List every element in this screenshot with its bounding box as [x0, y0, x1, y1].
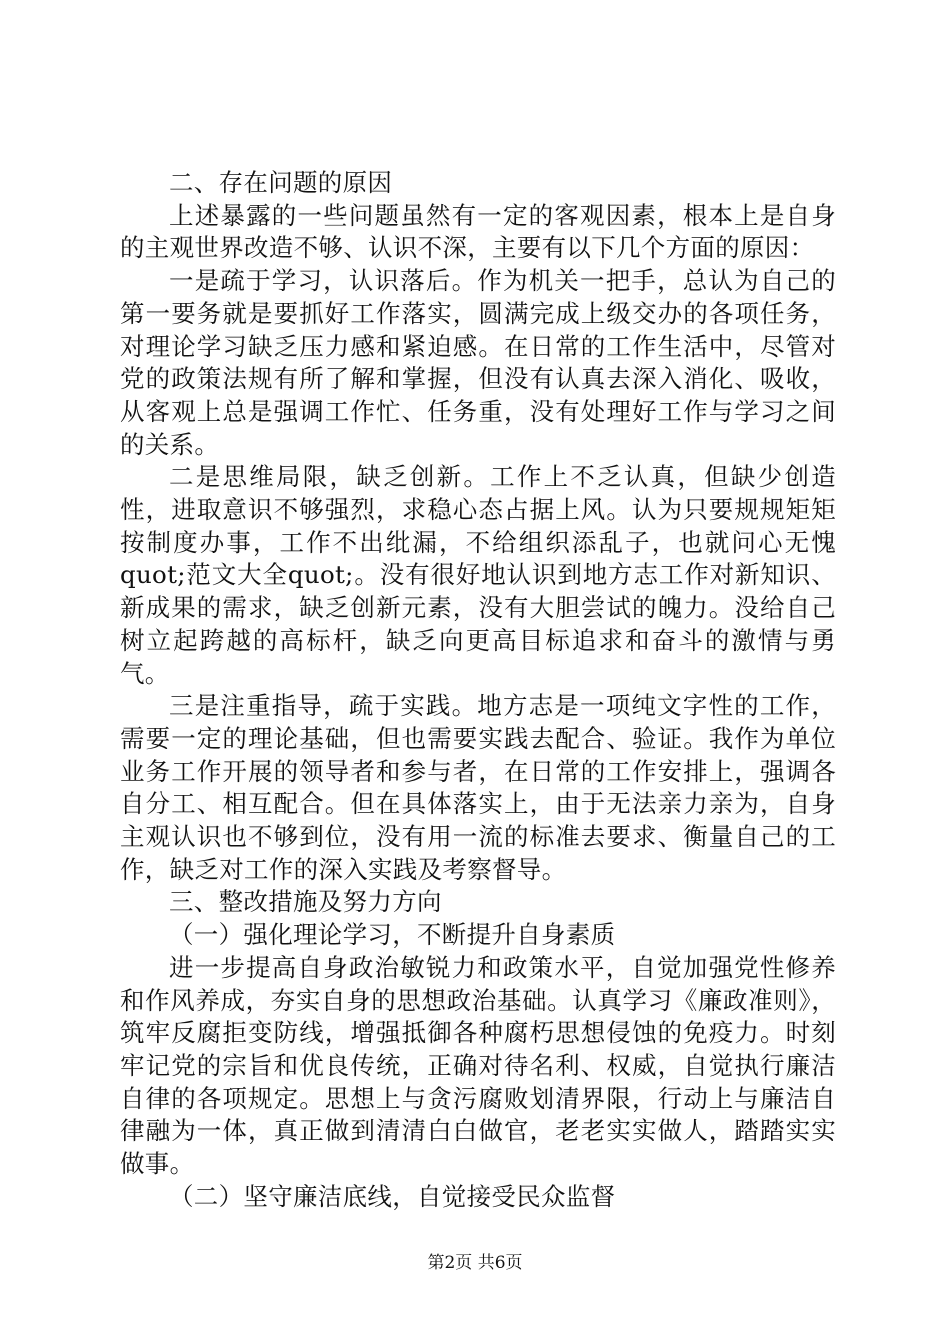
subheading-theory-study: （一）强化理论学习，不断提升自身素质	[169, 920, 616, 950]
section-heading-causes: 二、存在问题的原因	[169, 168, 393, 197]
document-body	[120, 167, 836, 1214]
section-heading-measures: 三、整改措施及努力方向	[169, 887, 442, 917]
paragraph-cause-2: 二是思维局限，缺乏创新。工作上不乏认真，但缺少创造性，进取意识不够强烈，求稳心态占据上风。认为只要规规矩矩按制度办事，工作不出纰漏，不给组织添乱子，也就问心无愧quot;范文大全quot;。没有很好地认识到地方志工作对新知识、新成果的需求，缺乏创新元素，没有大胆尝试的魄力。没给自己树立起跨越的高标杆，缺乏向更高目标追求和奋斗的激情与勇气。	[120, 462, 836, 688]
paragraph-theory-study: 进一步提高自身政治敏锐力和政策水平，自觉加强党性修养和作风养成，夯实自身的思想政治基础。认真学习《廉政准则》，筑牢反腐拒变防线，增强抵御各种腐朽思想侵蚀的免疫力。时刻牢记党的宗旨和优良传统，正确对待名利、权威，自觉执行廉洁自律的各项规定。思想上与贪污腐败划清界限，行动上与廉洁自律融为一体，真正做到清清白白做官，老老实实做人，踏踏实实做事。	[120, 952, 836, 1179]
paragraph-cause-1: 一是疏于学习，认识落后。作为机关一把手，总认为自己的第一要务就是要抓好工作落实，圆满完成上级交办的各项任务，对理论学习缺乏压力感和紧迫感。在日常的工作生活中，尽管对党的政策法规有所了解和掌握，但没有认真去深入消化、吸收，从客观上总是强调工作忙、任务重，没有处理好工作与学习之间的关系。	[120, 266, 836, 459]
subheading-integrity: （二）坚守廉洁底线，自觉接受民众监督	[169, 1181, 616, 1211]
paragraph-cause-3: 三是注重指导，疏于实践。地方志是一项纯文字性的工作，需要一定的理论基础，但也需要实践去配合、验证。我作为单位业务工作开展的领导者和参与者，在日常的工作安排上，强调各自分工、相互配合。但在具体落实上，由于无法亲力亲为，自身主观认识也不够到位，没有用一流的标准去要求、衡量自己的工作，缺乏对工作的深入实践及考察督导。	[120, 691, 836, 884]
page-number-footer: 第2页 共6页	[427, 1253, 523, 1273]
paragraph-intro: 上述暴露的一些问题虽然有一定的客观因素，根本上是自身的主观世界改造不够、认识不深，主要有以下几个方面的原因：	[120, 200, 836, 263]
